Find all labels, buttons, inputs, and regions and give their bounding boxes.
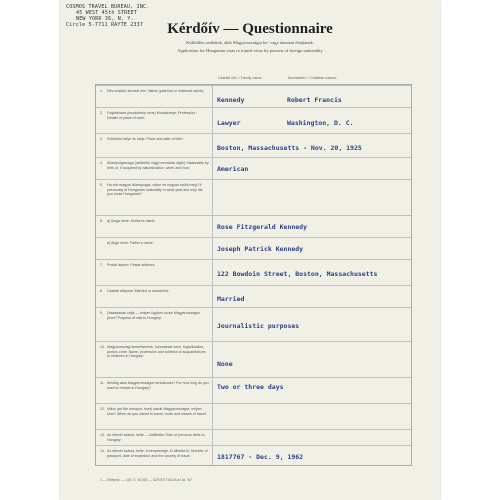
christian-names-value: Robert Francis: [287, 96, 342, 104]
row-address: [96, 259, 411, 286]
row-label: Születési helye és ideje: Place and date of birth:: [107, 137, 184, 141]
row-profession: [96, 107, 411, 134]
agency-name: COSMOS TRAVEL BUREAU, INC.: [66, 4, 150, 10]
row-number: 13.: [100, 433, 105, 437]
row-father: [96, 237, 411, 260]
duration-value: Two or three days: [217, 383, 284, 391]
row-nationality: [96, 157, 411, 180]
row-name: [96, 85, 411, 108]
row-label: Az útlevél száma, kelte — kiállította: Date of previous visits to Hungary:: [107, 433, 205, 442]
row-birth: [96, 133, 411, 158]
row-label: Családi állapota: Married or unmarried:: [107, 289, 170, 293]
form-subtitle-english: Application for Hungarian visas or transit-visas by persons of foreign nationality: [177, 48, 323, 53]
row-number: 14.: [100, 449, 105, 453]
row-label: a) Anyja neve: Mother's name:: [107, 219, 156, 223]
row-duration: [96, 377, 411, 404]
father-name-value: Joseph Patrick Kennedy: [217, 245, 304, 253]
row-number: 9.: [100, 311, 103, 315]
row-label: Mikor (ad the hónapot, évet) utazik Magyarországra, milyen úton? When do you intend to travel, route and means of travel:: [107, 407, 207, 416]
christian-names-header: Keresztnév: / Christian names:: [288, 76, 337, 80]
agency-street: 45 WEST 45th STREET: [76, 10, 137, 16]
row-label: Az útlevél száma, kelte, érvényessége, ki állította ki: Number of passport, date of expiration and the country of issue:: [107, 449, 208, 458]
marital-status-value: Married: [217, 295, 245, 303]
row-previous-visits: [96, 429, 411, 446]
form-subtitle-hungarian: Külföldön születtek, akik Magyarországra be- vagy átutazni óhajtanak.: [186, 40, 314, 45]
row-number: 2.: [100, 111, 103, 115]
row-travel-date: [96, 403, 411, 430]
row-label: Név csalàdi, kereszt név: Name (paternal or maternal name):: [107, 89, 205, 93]
row-number: 7.: [100, 263, 103, 267]
row-mother: [96, 215, 411, 238]
row-number: 6.: [100, 219, 103, 223]
agency-phone: Circle 5-7711 RAYTE 2337: [66, 22, 144, 28]
mother-name-value: Rose Fitzgerald Kennedy: [217, 223, 308, 231]
print-footer: 1 — 5/Népsk. — 100. 3. 18.000 — SZÍVES TUDJA ez AL “Ki”: [100, 478, 192, 482]
row-purpose: [96, 307, 411, 342]
row-number: 3.: [100, 137, 103, 141]
row-label: Utazásának célja — milyen ügyben kíván Magyarországra jönni? Purpose of visit to Hungary:: [107, 311, 200, 320]
row-number: 10.: [100, 345, 105, 349]
acquaintances-value: None: [217, 360, 233, 368]
row-number: 5.: [100, 183, 103, 187]
row-label: Meddig akar Magyarországon tartózkodni? For how long do you want to remain in Hungary?: [107, 381, 209, 390]
row-label: Állampolgársága (születési vagy honosítás útján): Nationality by birth or, if acquired by naturalization, when and how:: [107, 161, 209, 170]
family-name-value: Kennedy: [217, 96, 245, 104]
birth-value: Boston, Massachusetts - Nov. 20, 1925: [217, 144, 362, 152]
row-previous-nationality: [96, 179, 411, 216]
form-title: Kérdőív — Questionnaire: [167, 21, 333, 37]
address-value: 122 Bowdoin Street, Boston, Massachusetts: [217, 270, 378, 278]
row-passport: [96, 445, 411, 466]
nationality-value: American: [217, 165, 249, 173]
row-number: 12.: [100, 407, 105, 411]
row-label: b) Atyja neve: Father's name:: [107, 241, 154, 245]
passport-value: 1817767 - Dec. 9, 1962: [217, 453, 304, 461]
row-number: 8.: [100, 289, 103, 293]
row-acquaintances: [96, 341, 411, 378]
row-number: 1.: [100, 89, 103, 93]
questionnaire-table: [95, 76, 412, 466]
row-label: Ha volt magyar állampolgár, mikor és hogyan szűnt meg? If previously of Hungarian nationality in what year and why did you loose Hungarian?: [107, 183, 203, 197]
family-name-header: Családi név: / Family name:: [218, 76, 263, 80]
row-marital-status: [96, 285, 411, 308]
row-number: 11.: [100, 381, 105, 385]
profession-value: Lawyer: [217, 119, 241, 127]
row-number: 4.: [100, 161, 103, 165]
row-label: Postai lakcím: Postal address:: [107, 263, 156, 267]
agency-city: NEW YORK 36, N. Y.: [76, 16, 134, 22]
purpose-value: Journalistic purposes: [217, 322, 300, 330]
row-label: Magyarországi ismerőseinek, rokonainak neve, foglalkozása, pontos címe: Name, profession and address of acquaintances or relatives in Hungary:: [107, 345, 206, 359]
row-label: Foglalkozás (munkahely címe) Munkahelye: Profession / Details of place of work:: [107, 111, 198, 120]
workplace-value: Washington, D. C.: [287, 119, 354, 127]
